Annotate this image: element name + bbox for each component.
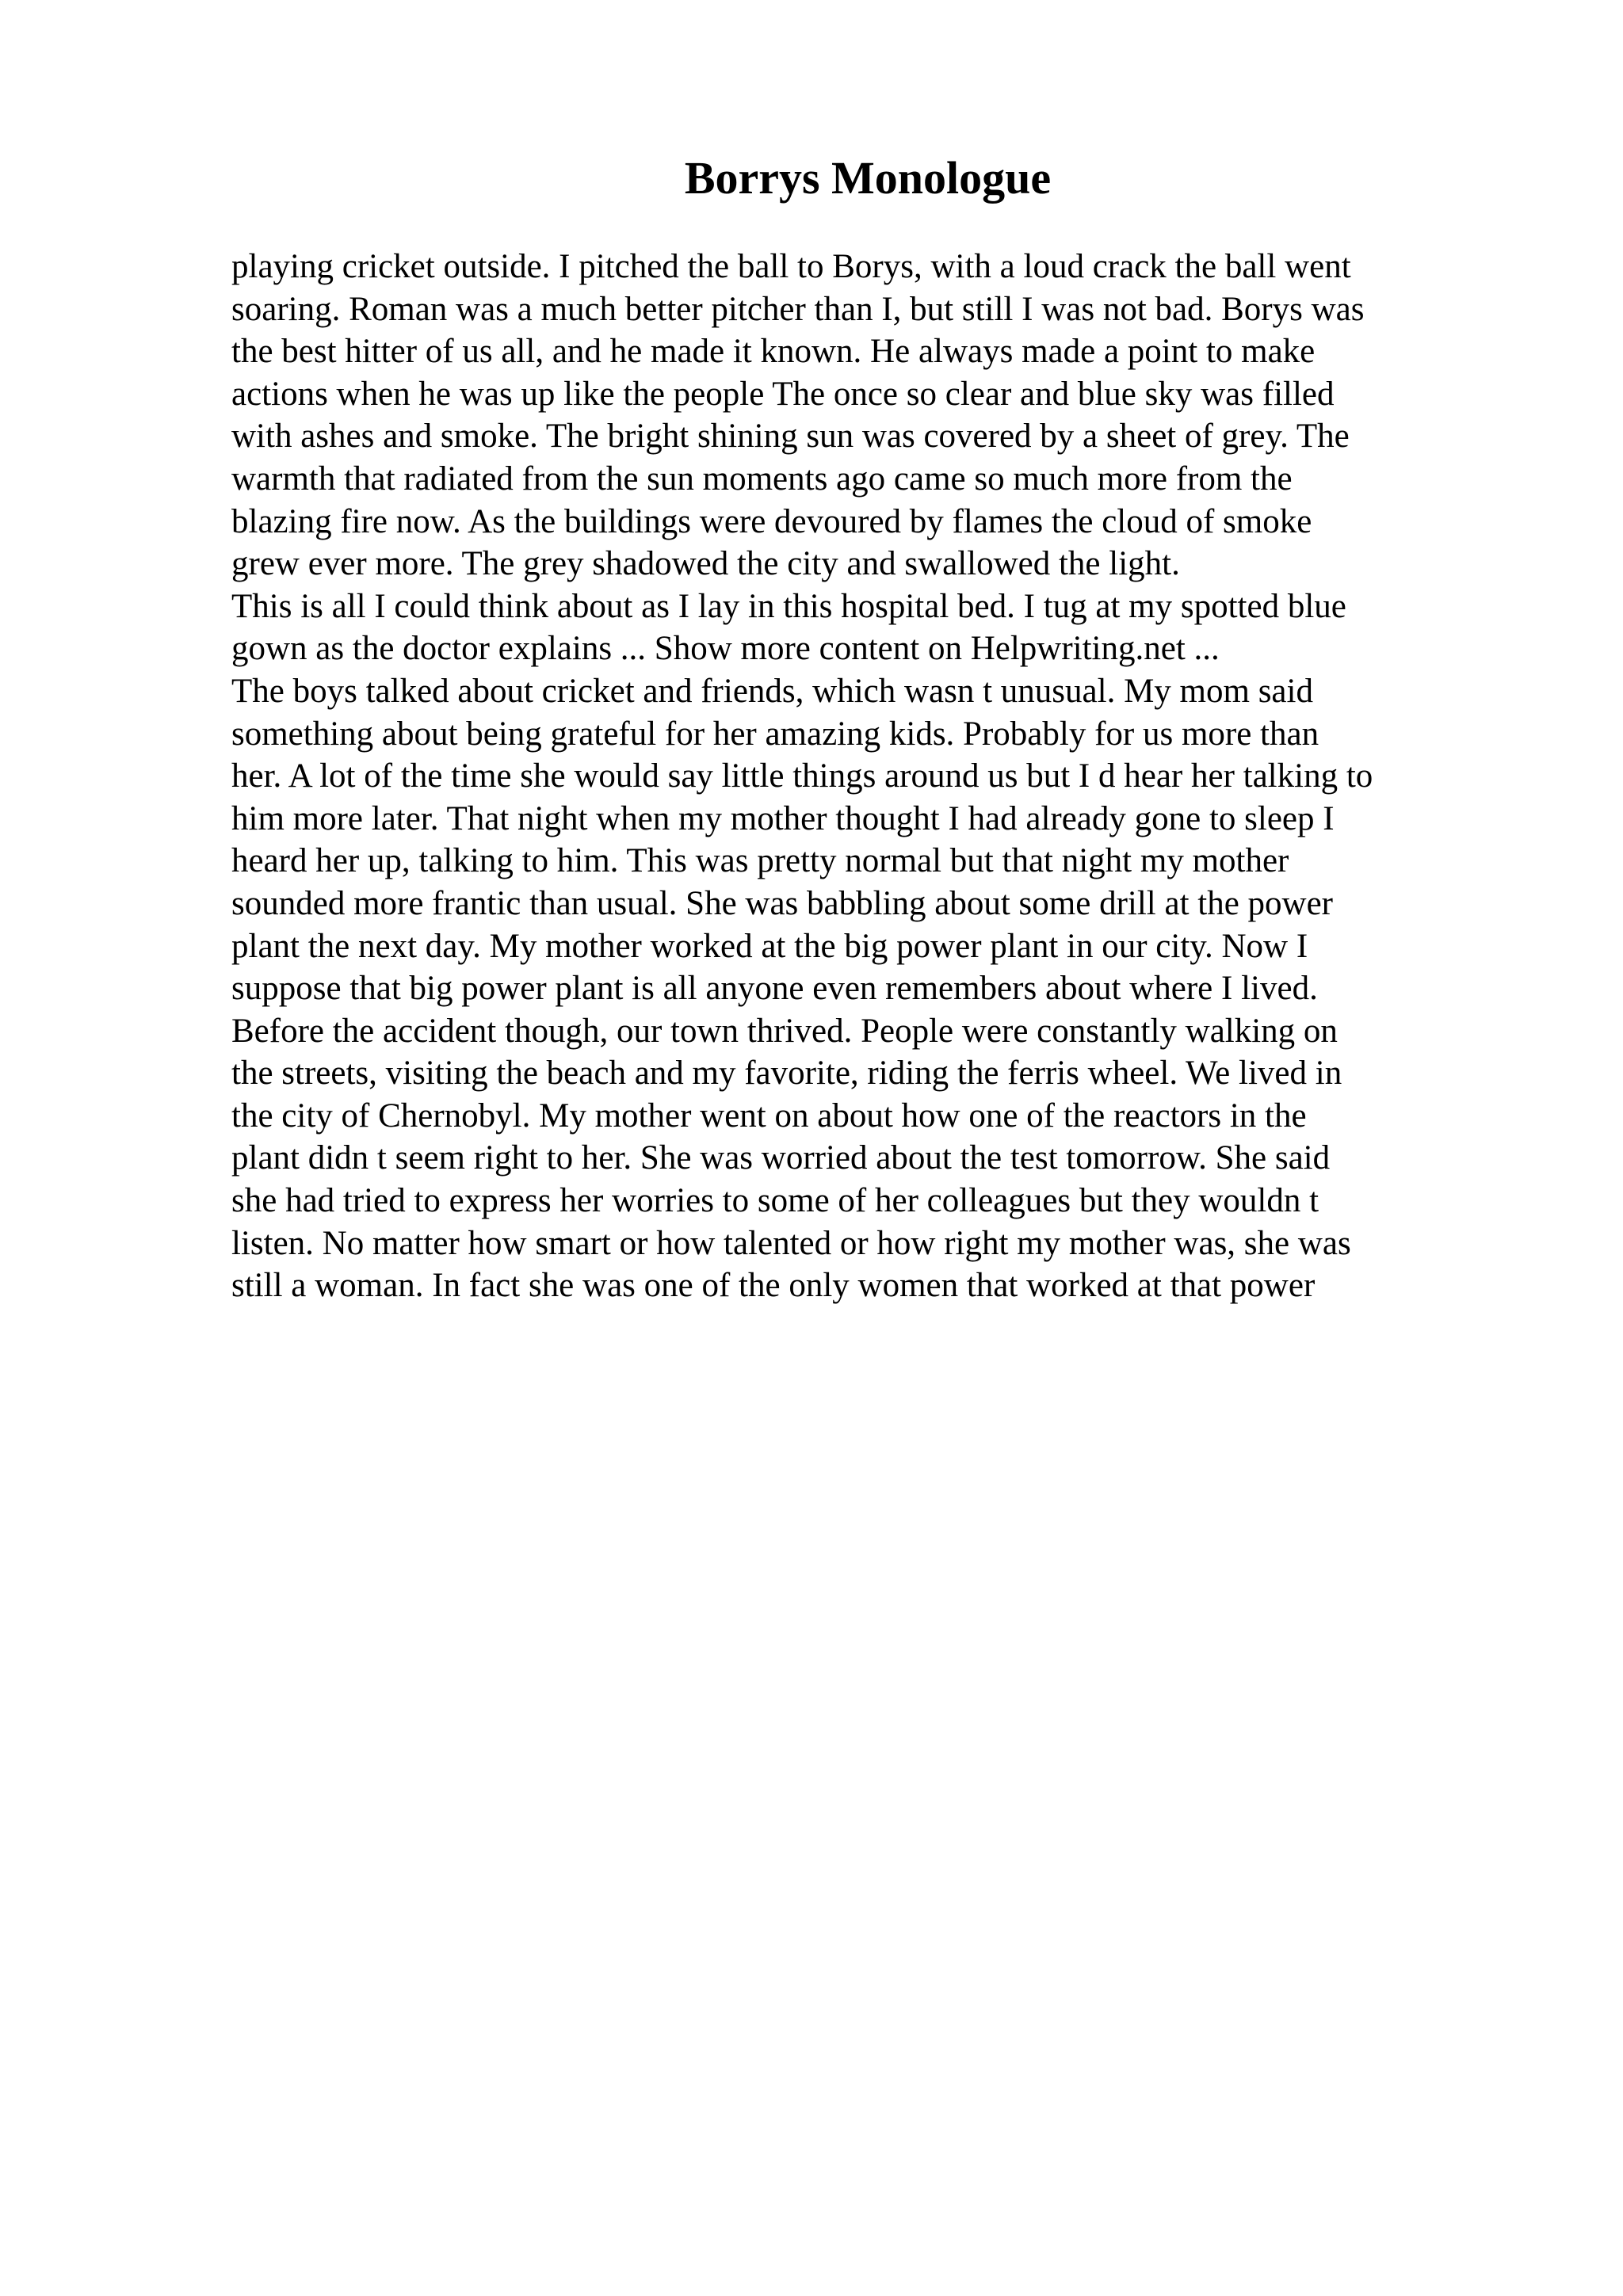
text-line: This is all I could think about as I lay in this hospital bed. I tug at my spotted blue [231,587,1346,625]
text-line: her. A lot of the time she would say little things around us but I d hear her talking to [231,757,1373,795]
text-line: actions when he was up like the people The once so clear and blue sky was filled [231,375,1335,413]
text-line: grew ever more. The grey shadowed the city and swallowed the light. [231,545,1180,583]
text-line: plant the next day. My mother worked at the big power plant in our city. Now I [231,927,1308,965]
text-line: something about being grateful for her amazing kids. Probably for us more than [231,715,1319,753]
text-line: The boys talked about cricket and friends, which wasn t unusual. My mom said [231,672,1313,710]
text-line: plant didn t seem right to her. She was worried about the test tomorrow. She said [231,1139,1331,1177]
text-line: she had tried to express her worries to some of her colleagues but they wouldn t [231,1182,1319,1220]
text-line: Before the accident though, our town thrived. People were constantly walking on [231,1012,1338,1050]
text-line: warmth that radiated from the sun moments ago came so much more from the [231,460,1293,498]
text-line: the streets, visiting the beach and my favorite, riding the ferris wheel. We lived in [231,1055,1342,1093]
text-line: soaring. Roman was a much better pitcher than I, but still I was not bad. Borys was [231,290,1365,328]
text-line: gown as the doctor explains ... Show more content on Helpwriting.net ... [231,630,1220,668]
document-body [231,246,1623,1307]
document-title: Borrys Monologue [684,152,1052,204]
text-line: playing cricket outside. I pitched the ball to Borys, with a loud crack the ball went [231,248,1351,285]
text-line: heard her up, talking to him. This was pretty normal but that night my mother [231,842,1289,880]
text-line: listen. No matter how smart or how talented or how right my mother was, she was [231,1224,1351,1262]
text-line: blazing fire now. As the buildings were devoured by flames the cloud of smoke [231,502,1312,540]
text-line: sounded more frantic than usual. She was babbling about some drill at the power [231,884,1334,922]
text-line: the city of Chernobyl. My mother went on about how one of the reactors in the [231,1097,1307,1135]
text-line: him more later. That night when my mother thought I had already gone to sleep I [231,799,1335,837]
text-line: suppose that big power plant is all anyone even remembers about where I lived. [231,970,1318,1008]
text-line: the best hitter of us all, and he made it known. He always made a point to make [231,333,1316,371]
text-line: still a woman. In fact she was one of the only women that worked at that power [231,1267,1316,1305]
text-line: with ashes and smoke. The bright shining sun was covered by a sheet of grey. The [231,418,1350,456]
